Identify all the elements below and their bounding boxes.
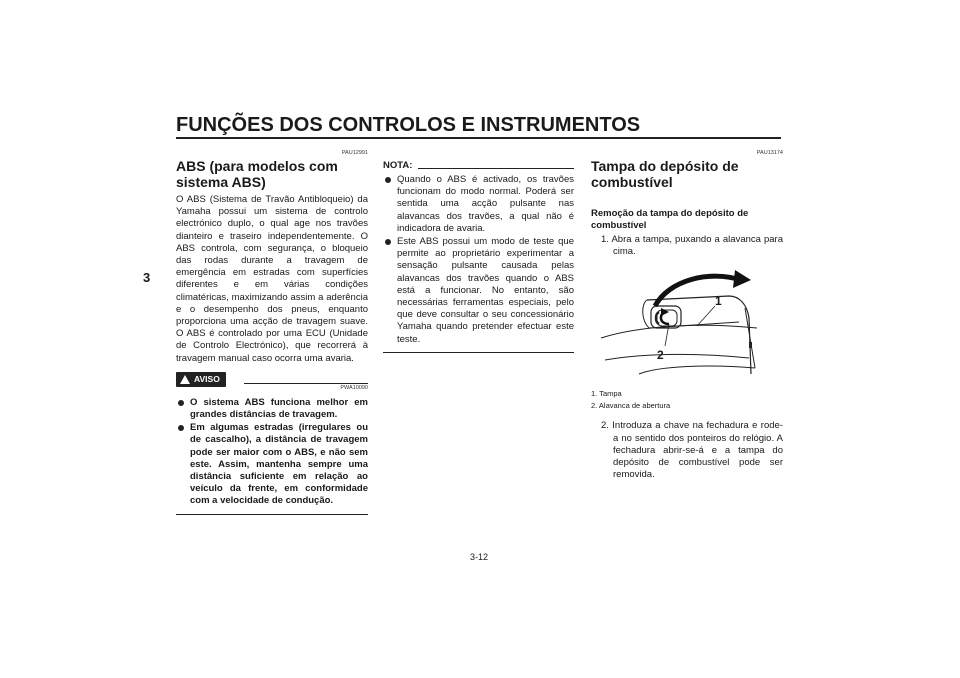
warning-label: AVISO [194,374,220,385]
header-rule [176,137,781,139]
abs-body: O ABS (Sistema de Travão Antibloqueio) da Yamaha possui um sistema de controlo electrónico duplo, o qual age nos travões dianteiro e traseiro independentemente. O ABS controla, com segurança, o bloqueio das rodas durante a travagem de emergência em estradas com superfícies diferentes e em várias condições climatéricas, maximizando assim a aderência e o desempenho dos pneus, enquanto proporciona uma acção de travagem suave. O ABS é controlado por uma ECU (Unidade de Controlo Electrónico), que recorrerá à travagem manual caso ocorra uma avaria. [176,194,368,364]
section-ref-code: PAU12991 [341,150,368,156]
fuel-cap-illustration [599,268,759,378]
warning-item: O sistema ABS funciona melhor em grandes distâncias de travagem. [176,397,368,421]
page-number: 3-12 [470,552,489,562]
chapter-tab: 3 [143,270,151,285]
abs-section [176,150,368,515]
warning-ref-code: PWA10090 [340,384,368,391]
warning-list [176,397,368,508]
warning-badge [176,372,226,387]
nota-header [383,160,574,171]
warning-rule [244,383,368,384]
nota-item: Quando o ABS é activado, os travões funcionam do modo normal. Poderá ser sentida uma acção pulsante nas alavancas dos travões, a qual não é indicadora de avaria. [383,174,574,235]
warning-triangle-icon [180,375,190,384]
warning-item: Em algumas estradas (irregulares ou de cascalho), a distância de travagem pode ser maior com o ABS, e não sem este. Assim, mantenha sempre uma distância suficiente em relação ao veículo da frente, em conformidade com a velocidade de condução. [176,422,368,507]
warning-box [176,371,368,515]
step-1: 1. Abra a tampa, puxando a alavanca para cima. [601,234,783,258]
fuel-cap-heading: Tampa do depósito de combustível [591,158,739,190]
nota-label: NOTA: [383,160,413,171]
caption-item: 2. Alavanca de abertura [591,401,671,411]
warning-end-rule [176,514,368,515]
nota-item: Este ABS possui um modo de teste que permite ao proprietário experimentar a sensação pulsante causada pelas alavancas dos travões quando o ABS está a funcionar. No entanto, são necessárias ferramentas especiais, pelo que deve consultar o seu concessionário Yamaha quando pretender efectuar este teste. [383,236,574,346]
abs-heading: ABS (para modelos com sistema ABS) [176,158,338,190]
nota-end-rule [383,352,574,353]
figure-captions [591,388,783,412]
page-header-title: FUNÇÕES DOS CONTROLOS E INSTRUMENTOS [176,114,641,136]
nota-rule [418,168,574,169]
section-ref-code: PAU13174 [756,150,783,156]
caption-item: 1. Tampa [591,389,622,399]
fuel-cap-drawing [599,268,759,378]
figure-label-1: 1 [715,294,722,309]
nota-section [383,160,574,353]
figure-label-2: 2 [657,348,664,363]
fuel-cap-subheading: Remoção da tampa do depósito de combustível [591,208,749,231]
nota-list [383,174,574,346]
fuel-cap-section [591,150,783,481]
step-2: 2. Introduza a chave na fechadura e rode-a no sentido dos ponteiros do relógio. A fechadura abrir-se-á e a tampa do depósito de combustível pode ser removida. [601,420,783,481]
